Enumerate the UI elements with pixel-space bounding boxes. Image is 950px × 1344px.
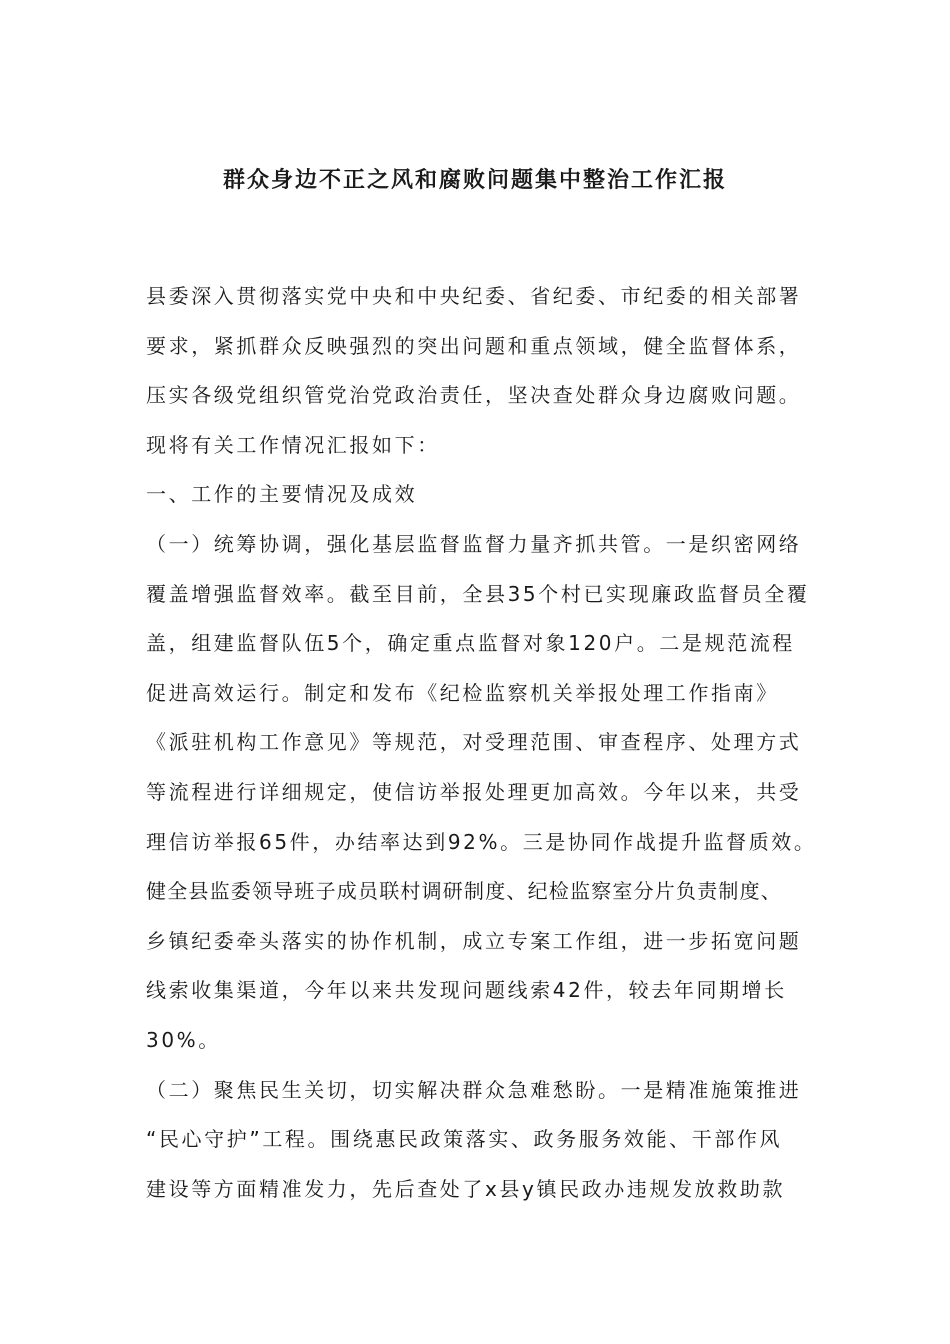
paragraph-line: 现将有关工作情况汇报如下： [146, 432, 440, 457]
paragraph-line: 覆盖增强监督效率。截至目前，全县35个村已实现廉政监督员全覆 [146, 581, 810, 606]
paragraph-line: 建设等方面精准发力，先后查处了x县y镇民政办违规发放救助款 [146, 1176, 786, 1201]
document-body [146, 272, 830, 1214]
document-title: 群众身边不正之风和腐败问题集中整治工作汇报 [222, 167, 727, 193]
paragraph-line: 促进高效运行。制定和发布《纪检监察机关举报处理工作指南》 [146, 680, 779, 705]
paragraph-line: （二）聚焦民生关切，切实解决群众急难愁盼。一是精准施策推进 [146, 1077, 802, 1102]
paragraph-line: 线索收集渠道，今年以来共发现问题线索42件，较去年同期增长 [146, 978, 787, 1003]
paragraph-line: 健全县监委领导班子成员联村调研制度、纪检监察室分片负责制度、 [146, 879, 782, 904]
section-heading: 一、工作的主要情况及成效 [146, 482, 418, 507]
paragraph-line: 要求，紧抓群众反映强烈的突出问题和重点领域，健全监督体系， [146, 333, 802, 358]
paragraph-line: 盖，组建监督队伍5个，确定重点监督对象120户。二是规范流程 [146, 631, 795, 656]
paragraph-line: “民心守护”工程。围绕惠民政策落实、政务服务效能、干部作风 [146, 1127, 783, 1152]
paragraph-line: 《派驻机构工作意见》等规范，对受理范围、审查程序、处理方式 [146, 730, 802, 755]
paragraph-line: （一）统筹协调，强化基层监督监督力量齐抓共管。一是织密网络 [146, 531, 802, 556]
paragraph-line: 县委深入贯彻落实党中央和中央纪委、省纪委、市纪委的相关部署 [146, 284, 802, 308]
paragraph-line: 理信访举报65件，办结率达到92%。三是协同作战提升监督质效。 [146, 829, 817, 854]
paragraph-line: 30%。 [146, 1027, 221, 1052]
paragraph-line: 乡镇纪委牵头落实的协作机制，成立专案工作组，进一步拓宽问题 [146, 928, 802, 953]
paragraph-line: 压实各级党组织管党治党政治责任，坚决查处群众身边腐败问题。 [146, 383, 802, 408]
paragraph-line: 等流程进行详细规定，使信访举报处理更加高效。今年以来，共受 [146, 779, 802, 804]
